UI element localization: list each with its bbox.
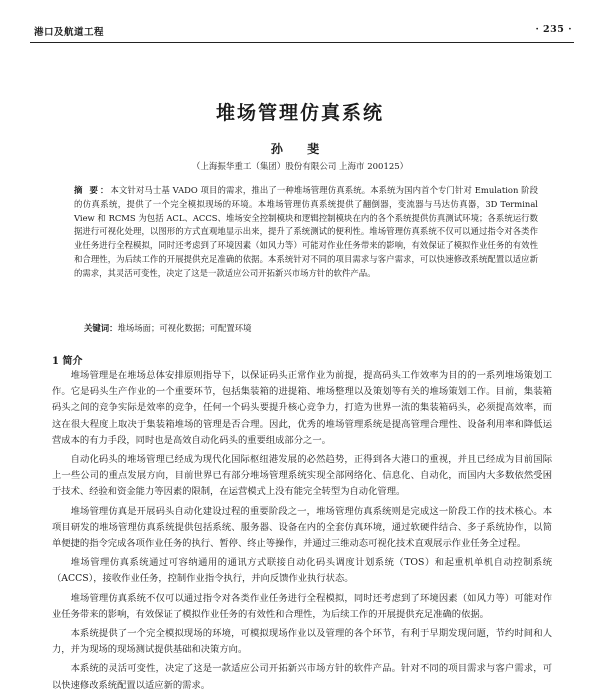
paragraph: 自动化码头的堆场管理已经成为现代化国际枢纽港发展的必然趋势，正得到各大港口的重视，并且已经成为目前国际上一些公司的重点发展方向，目前世界已有部分堆场管理系统实现全部网络化、信息化、自动化，而国内大多数依然受困于技术、经验和资金能力等因素的限制，在运营模式上没有能完全转型为自动化管理。 (52, 454, 552, 498)
running-header (34, 24, 572, 40)
article-author: 孙 斐 (270, 142, 330, 156)
keywords (84, 322, 544, 334)
author-affiliation: （上海振华重工（集团）股份有限公司 上海市 200125） (191, 162, 409, 172)
paragraph: 本系统的灵活可变性，决定了这是一款适应公司开拓新兴市场方针的软件产品。针对不同的项目需求与客户需求，可以快速修改系统配置以适应新的需求。 (52, 663, 552, 691)
paragraph: 堆场管理仿真系统不仅可以通过指令对各类作业任务进行全程模拟，同时还考虑到了环境因素（如风力等）可能对作业任务带来的影响，有效保证了模拟作业任务的有效性和合理性，为后续工作的开展提供充足准确的依据。 (52, 592, 552, 620)
keywords-label: 关键词： (84, 323, 118, 333)
journal-name: 港口及航道工程 (34, 27, 105, 38)
header-rule (30, 42, 574, 43)
paragraph: 本系统提供了一个完全模拟现场的环境，可模拟现场作业以及管理的各个环节，有利于早期发现问题，节约时间和人力，并为现场的现场测试提供基础和决策方向。 (52, 628, 552, 656)
paragraph: 堆场管理仿真系统通过可容纳通用的通讯方式联接自动化码头调度计划系统（TOS）和起重机单机自动控制系统（ACCS），接收作业任务，控制作业指令执行，并向反馈作业执行状态。 (52, 557, 552, 585)
paragraph: 堆场管理是在堆场总体安排原则指导下，以保证码头正常作业为前提，提高码头工作效率为目的的一系列堆场策划工作。它是码头生产作业的一个重要环节，包括集装箱的进提箱、堆场整理以及策划等有关的堆场策划工作。目前，集装箱码头之间的竞争实际是效率的竞争，任何一个码头要提升核心竞争力，打造为世界一流的集装箱码头，必须提高效率，而这在很大程度上取决于集装箱堆场的管理是否合理。因此，优秀的堆场管理系统是提高管理合理性、设备利用率和降低运营成本的有力手段，同时也是高效自动化码头的重要组成部分之一。 (52, 370, 552, 446)
section-heading: 1 简介 (52, 356, 83, 367)
abstract-text: 本文针对马士基 VADO 项目的需求，推出了一种堆场管理仿真系统。本系统为国内首个专门针对 Emulation 阶段的仿真系统，提供了一个完全模拟现场的环境。本堆场管理仿真系统提供了翻倒器，变流器与马达仿真器，3D Terminal View 和 RCMS 为包括 ACL、ACCS、堆场安全控制模块和逻辑控制模块在内的各个系统提供仿真测试环境；各系统运行数据进行可视化处理，以图形的方式直观地显示出来，提升了系统测试的便利性。堆场管理仿真系统不仅可以通过指令对各类作业任务进行全程模拟，同时还考虑到了环境因素（如风力等）可能对作业任务带来的影响，有效保证了模拟作业任务的有效性和合理性，为后续工作的开展提供充足准确的依据。本系统针对不同的项目需求与客户需求，可以快速修改系统配置以适应新的需求，其灵活可变性，决定了这是一款适应公司开拓新兴市场方针的软件产品。 (74, 185, 538, 278)
abstract-label: 摘 要： (74, 185, 111, 195)
keywords-text: 堆场场面；可视化数据；可配置环境 (117, 323, 252, 333)
article-title: 堆场管理仿真系统 (215, 102, 384, 124)
abstract (74, 184, 538, 281)
paragraph: 堆场管理仿真是开展码头自动化建设过程的重要阶段之一，堆场管理仿真系统则是完成这一阶段工作的技术核心。本项目研发的堆场管理仿真系统提供包括系统、服务器、设备在内的全套仿真环境，通过软硬件结合、多子系统协作，以简单便捷的指令完成各项作业任务的执行、暂停、终止等操作，并通过三维动态可视化技术直观展示作业任务全过程。 (52, 505, 552, 550)
section-body (52, 368, 552, 697)
page-number: · 235 · (535, 24, 572, 35)
